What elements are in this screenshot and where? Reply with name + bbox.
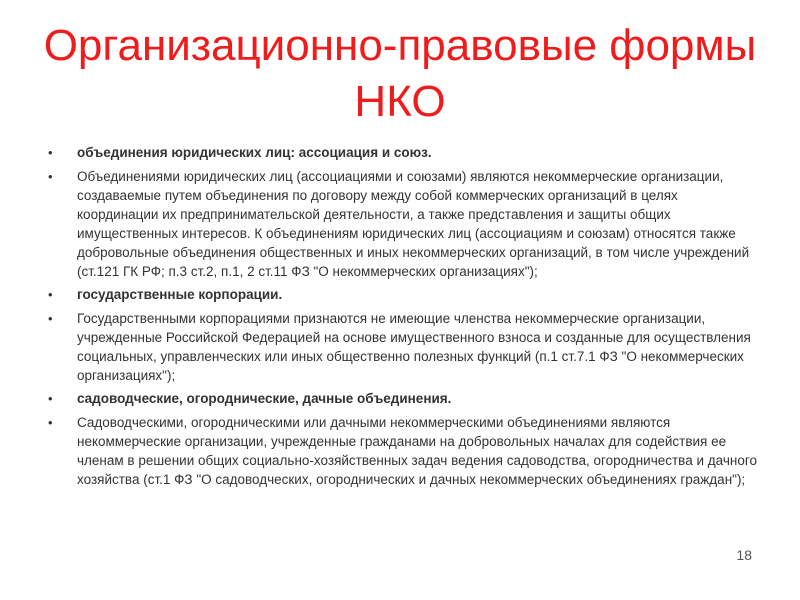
bullet-icon: • xyxy=(48,310,53,326)
page-number: 18 xyxy=(736,547,752,563)
bullet-item-heading xyxy=(48,143,760,162)
slide-title: Организационно-правовые формы НКО xyxy=(43,21,757,126)
bullet-item xyxy=(48,309,760,385)
bullet-item-heading xyxy=(48,389,760,408)
bullet-text: объединения юридических лиц: ассоциация и союз. xyxy=(77,145,432,160)
bullet-list xyxy=(48,143,760,493)
bullet-icon: • xyxy=(48,414,53,430)
bullet-icon: • xyxy=(48,287,53,302)
bullet-item xyxy=(48,413,760,489)
bullet-icon: • xyxy=(48,145,53,160)
bullet-item xyxy=(48,167,760,281)
bullet-text: Садоводческими, огородническими или дачными некоммерческими объединениями являются некоммерческие организации, учрежденные гражданами на добровольных началах для содействия ее членам в решении общих социально-хозяйственных задач ведения садоводства, огородничества и дачного хозяйства (ст.1 ФЗ "О садоводческих, огороднических и дачных некоммерческих объединениях граждан"); xyxy=(77,414,757,487)
bullet-text: государственные корпорации. xyxy=(77,287,283,302)
bullet-text: садоводческие, огороднические, дачные объединения. xyxy=(77,391,452,406)
bullet-icon: • xyxy=(48,168,53,184)
bullet-item-heading xyxy=(48,285,760,304)
bullet-icon: • xyxy=(48,391,53,406)
bullet-text: Государственными корпорациями признаются не имеющие членства некоммерческие организации, учрежденные Российской Федерацией на основе имущественного взноса и созданные для осуществления социальных, управленческих или иных общественно полезных функций (п.1 ст.7.1 ФЗ "О некоммерческих организациях"); xyxy=(77,310,751,383)
bullet-text: Объединениями юридических лиц (ассоциациями и союзами) являются некоммерческие организации, создаваемые путем объединения по договору между собой коммерческих организаций в целях координации их предпринимательской деятельности, а также представления и защиты общих имущественных интересов. К объединениям юридических лиц (ассоциациям и союзам) относятся также добровольные объединения общественных и иных некоммерческих организаций, в том числе учреждений (ст.121 ГК РФ; п.3 ст.2, п.1, 2 ст.11 ФЗ "О некоммерческих организациях"); xyxy=(77,168,750,279)
